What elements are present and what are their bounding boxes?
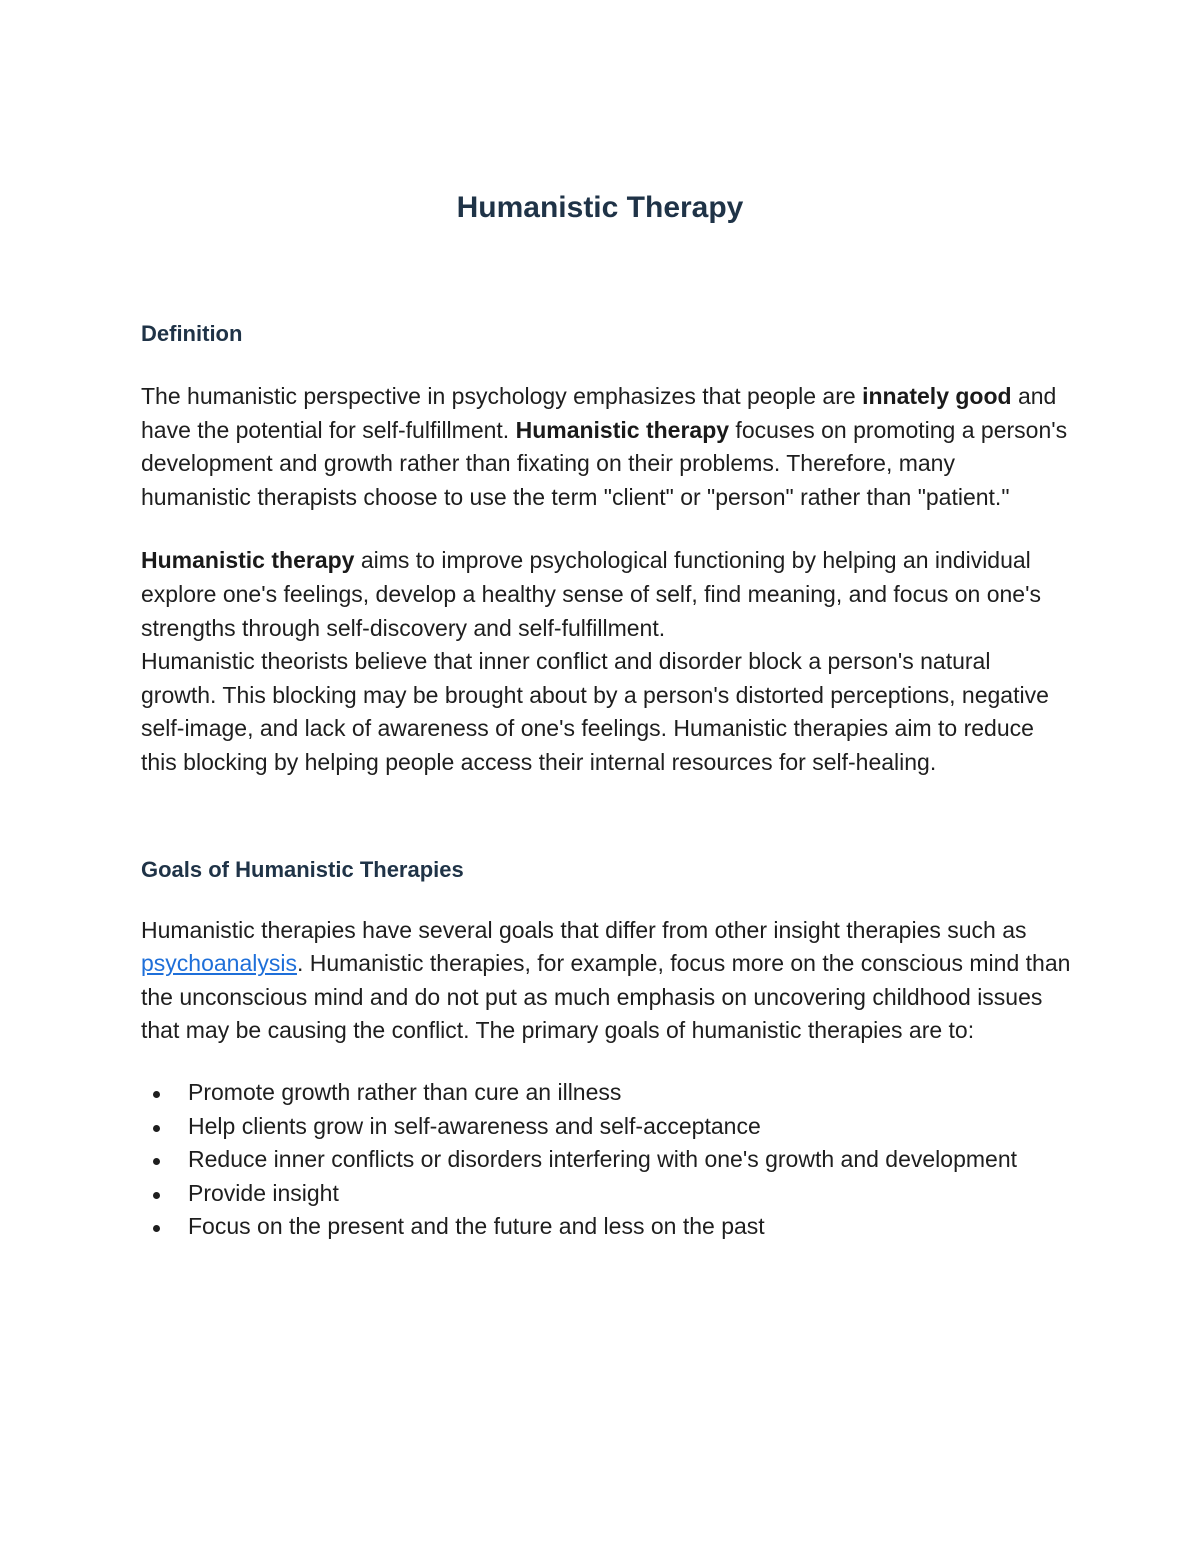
list-item: [141, 1110, 1071, 1144]
page-title: Humanistic Therapy: [456, 191, 744, 224]
text-run: focuses on promoting a person's development and growth rather than fixating on their problems. Therefore, many humanistic therapists choose to use the term "client" or "person" rather than "patient.": [141, 416, 1068, 510]
list-item: [141, 1210, 1071, 1244]
list-item-text: Provide insight: [188, 1179, 339, 1206]
bold-term-humanistic-therapy: Humanistic therapy: [141, 547, 355, 574]
list-item: [141, 1177, 1071, 1211]
list-item: [141, 1076, 1071, 1110]
definition-heading: Definition: [141, 321, 243, 346]
document-body: [141, 316, 1071, 1244]
list-item-text: Help clients grow in self-awareness and self-acceptance: [188, 1112, 761, 1139]
bold-term-innately-good: innately good: [862, 383, 1012, 409]
bullet-icon: [153, 1091, 160, 1098]
bullet-icon: [153, 1225, 160, 1232]
bullet-icon: [153, 1125, 160, 1132]
text-run: aims to improve psychological functioning by helping an individual explore one's feelings, develop a healthy sense of self, find meaning, and focus on one's strengths through self-discovery and self-fulfillment.: [141, 547, 1041, 641]
goals-intro-paragraph: [141, 914, 1071, 1048]
bold-term-humanistic-therapy: Humanistic therapy: [515, 416, 730, 443]
list-item-text: Focus on the present and the future and less on the past: [188, 1213, 765, 1240]
goals-heading: Goals of Humanistic Therapies: [141, 856, 464, 882]
text-run: . Humanistic therapies, for example, focus more on the conscious mind than the unconscious mind and do not put as much emphasis on uncovering childhood issues that may be causing the conflict. The primary goals of humanistic therapies are to:: [141, 950, 1071, 1044]
text-run: The humanistic perspective in psychology emphasizes that people are: [141, 383, 863, 409]
definition-paragraph-3: Humanistic theorists believe that inner conflict and disorder block a person's natural growth. This blocking may be brought about by a person's distorted perceptions, negative self-image, and lack of awareness of one's feelings. Humanistic therapies aim to reduce this blocking by helping people access their internal resources for self-healing.: [141, 648, 1049, 775]
list-item-text: Promote growth rather than cure an illness: [188, 1078, 622, 1105]
list-item-text: Reduce inner conflicts or disorders interfering with one's growth and development: [188, 1146, 1017, 1173]
bullet-icon: [153, 1192, 160, 1199]
list-item: [141, 1143, 1071, 1177]
text-run: Humanistic therapies have several goals that differ from other insight therapies such as: [141, 916, 1027, 943]
definition-paragraph-1: [141, 380, 1071, 514]
bullet-icon: [153, 1158, 160, 1165]
text-run: and have the potential for self-fulfillment.: [141, 383, 1057, 443]
definition-paragraph-2: [141, 544, 1071, 645]
psychoanalysis-link[interactable]: psychoanalysis: [141, 950, 297, 977]
goals-list: [141, 1076, 1071, 1244]
